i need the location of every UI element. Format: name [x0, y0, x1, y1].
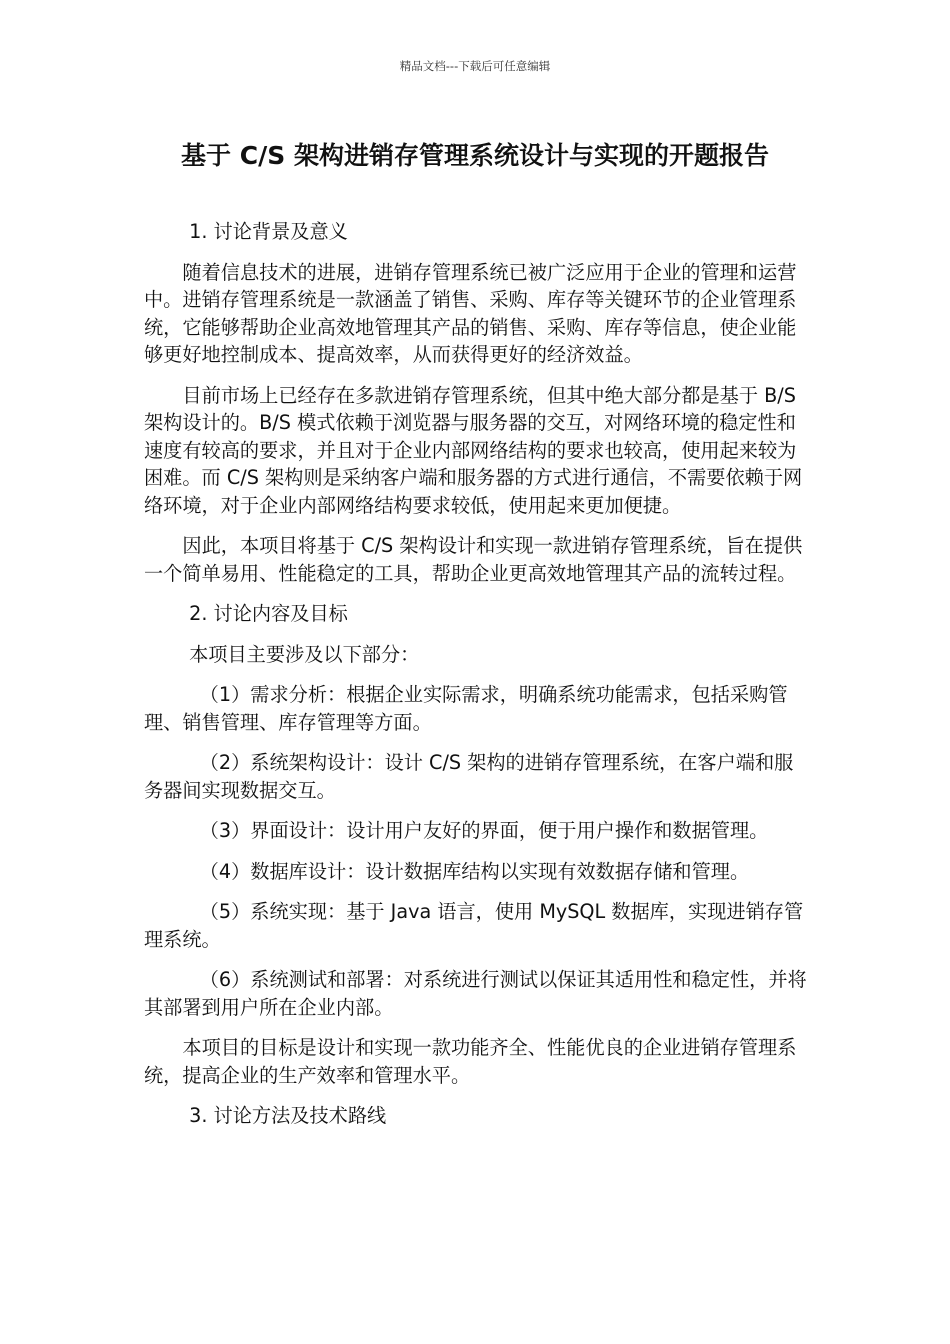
section-2-intro: 本项目主要涉及以下部分： — [189, 642, 420, 666]
section-1-heading: 1. 讨论背景及意义 — [189, 220, 348, 243]
document-title: 基于 C/S 架构进销存管理系统设计与实现的开题报告 — [181, 141, 769, 170]
document-body — [144, 218, 808, 1143]
section-2-item-5: （5）系统实现：基于 Java 语言，使用 MySQL 数据库，实现进销存管理系统。 — [144, 900, 804, 951]
section-2-goal: 本项目的目标是设计和实现一款功能齐全、性能优良的企业进销存管理系统，提高企业的生产效率和管理水平。 — [144, 1036, 797, 1087]
section-2-item-6: （6）系统测试和部署：对系统进行测试以保证其适用性和稳定性，并将其部署到用户所在企业内部。 — [144, 968, 807, 1019]
section-2-heading: 2. 讨论内容及目标 — [189, 602, 348, 625]
section-1-paragraph-2: 目前市场上已经存在多款进销存管理系统，但其中绝大部分都是基于 B/S 架构设计的。B/S 模式依赖于浏览器与服务器的交互，对网络环境的稳定性和速度有较高的要求，并且对于企业内部网络结构的要求也较高，使用起来较为困难。而 C/S 架构则是采纳客户端和服务器的方式进行通信，不需要依赖于网络环境，对于企业内部网络结构要求较低，使用起来更加便捷。 — [144, 383, 803, 517]
section-2-item-4: （4）数据库设计：设计数据库结构以实现有效数据存储和管理。 — [199, 859, 750, 883]
section-3-heading: 3. 讨论方法及技术路线 — [189, 1104, 387, 1127]
section-2-item-2: （2）系统架构设计：设计 C/S 架构的进销存管理系统，在客户端和服务器间实现数据交互。 — [144, 751, 794, 802]
section-2-item-3: （3）界面设计：设计用户友好的界面，便于用户操作和数据管理。 — [199, 819, 769, 842]
section-2-item-1: （1）需求分析：根据企业实际需求，明确系统功能需求，包括采购管理、销售管理、库存管理等方面。 — [144, 683, 788, 734]
section-1-paragraph-3: 因此，本项目将基于 C/S 架构设计和实现一款进销存管理系统，旨在提供一个简单易用、性能稳定的工具，帮助企业更高效地管理其产品的流转过程。 — [144, 534, 803, 585]
header-note: 精品文档---下载后可任意编辑 — [399, 59, 551, 73]
section-1-paragraph-1: 随着信息技术的进展，进销存管理系统已被广泛应用于企业的管理和运营中。进销存管理系统是一款涵盖了销售、采购、库存等关键环节的企业管理系统，它能够帮助企业高效地管理其产品的销售、采购、库存等信息，使企业能够更好地控制成本、提高效率，从而获得更好的经济效益。 — [144, 260, 797, 366]
